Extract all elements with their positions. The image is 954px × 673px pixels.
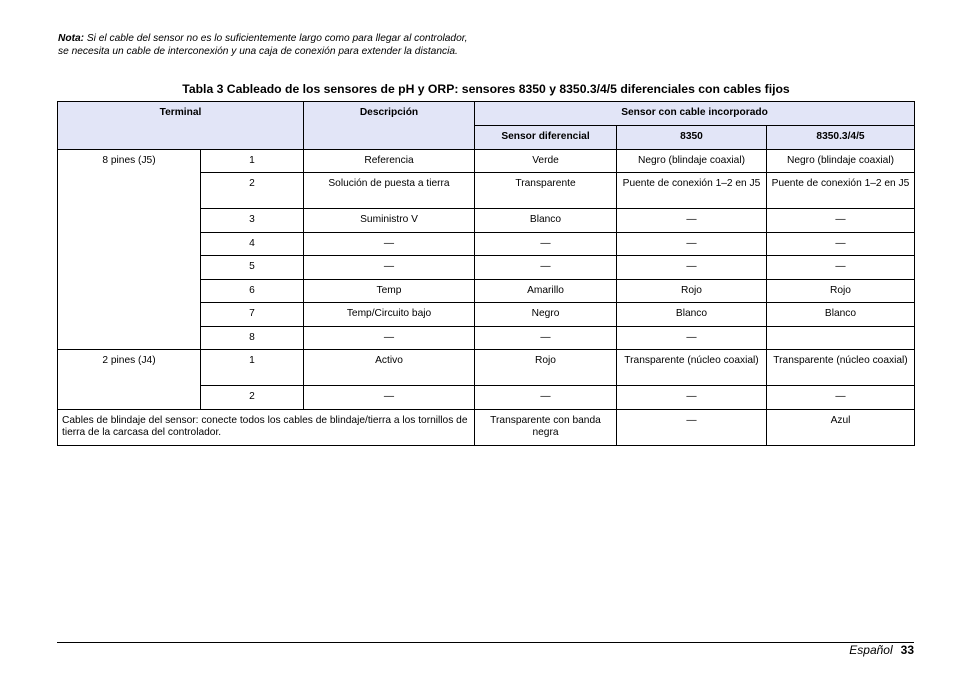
8350-345-cell: — [767, 256, 915, 280]
diferencial-cell: Blanco [475, 209, 617, 233]
footer-divider [57, 642, 914, 643]
diferencial-cell: Transparente con banda negra [475, 409, 617, 445]
pin-cell: 4 [201, 232, 304, 256]
group-label-j5: 8 pines (J5) [58, 149, 201, 350]
8350-cell: Blanco [617, 303, 767, 327]
8350-345-cell: Blanco [767, 303, 915, 327]
diferencial-cell: Amarillo [475, 279, 617, 303]
8350-cell: Puente de conexión 1–2 en J5 [617, 173, 767, 209]
diferencial-cell: — [475, 386, 617, 410]
pin-cell: 3 [201, 209, 304, 233]
diferencial-cell: Verde [475, 149, 617, 173]
diferencial-cell: — [475, 256, 617, 280]
group-label-j4: 2 pines (J4) [58, 350, 201, 410]
note-label: Nota: [58, 33, 85, 44]
desc-cell: Suministro V [304, 209, 475, 233]
8350-345-cell: Azul [767, 409, 915, 445]
8350-345-cell: — [767, 232, 915, 256]
footer-language: Español [849, 643, 893, 657]
diferencial-cell: — [475, 232, 617, 256]
desc-cell: Activo [304, 350, 475, 386]
header-sensor-group: Sensor con cable incorporado [475, 102, 915, 126]
table-row [58, 409, 915, 445]
8350-345-cell: — [767, 386, 915, 410]
8350-cell: — [617, 326, 767, 350]
8350-cell: Transparente (núcleo coaxial) [617, 350, 767, 386]
diferencial-cell: — [475, 326, 617, 350]
8350-cell: — [617, 232, 767, 256]
desc-cell: — [304, 326, 475, 350]
desc-cell: — [304, 256, 475, 280]
desc-cell: — [304, 232, 475, 256]
8350-cell: — [617, 256, 767, 280]
pin-cell: 8 [201, 326, 304, 350]
desc-cell: Temp/Circuito bajo [304, 303, 475, 327]
header-descripcion: Descripción [304, 102, 475, 150]
pin-cell: 2 [201, 173, 304, 209]
8350-345-cell: Negro (blindaje coaxial) [767, 149, 915, 173]
8350-345-cell: Puente de conexión 1–2 en J5 [767, 173, 915, 209]
pin-cell: 6 [201, 279, 304, 303]
page-number: 33 [900, 643, 914, 657]
desc-cell: — [304, 386, 475, 410]
pin-cell: 2 [201, 386, 304, 410]
header-8350: 8350 [617, 126, 767, 150]
header-terminal: Terminal [58, 102, 304, 150]
pin-cell: 5 [201, 256, 304, 280]
header-sensor-diferencial: Sensor diferencial [475, 126, 617, 150]
pin-cell: 7 [201, 303, 304, 327]
table-row [58, 350, 915, 386]
desc-cell: Referencia [304, 149, 475, 173]
table-body [58, 149, 915, 445]
8350-cell: — [617, 409, 767, 445]
note [58, 32, 468, 58]
page-footer [849, 643, 914, 657]
8350-cell: Negro (blindaje coaxial) [617, 149, 767, 173]
8350-345-cell: Transparente (núcleo coaxial) [767, 350, 915, 386]
8350-345-cell [767, 326, 915, 350]
note-text: Si el cable del sensor no es lo suficientemente largo como para llegar al controlador, se necesita un cable de interconexión y una caja de conexión para extender la distancia. [58, 33, 468, 58]
table-caption: Tabla 3 Cableado de los sensores de pH y ORP: sensores 8350 y 8350.3/4/5 diferenciales con cables fijos [182, 82, 790, 96]
wiring-table [57, 101, 915, 446]
shield-desc-cell: Cables de blindaje del sensor: conecte todos los cables de blindaje/tierra a los tornillos de tierra de la carcasa del controlador. [58, 409, 475, 445]
diferencial-cell: Transparente [475, 173, 617, 209]
8350-345-cell: — [767, 209, 915, 233]
8350-cell: Rojo [617, 279, 767, 303]
8350-cell: — [617, 386, 767, 410]
diferencial-cell: Rojo [475, 350, 617, 386]
header-8350-345: 8350.3/4/5 [767, 126, 915, 150]
8350-cell: — [617, 209, 767, 233]
desc-cell: Solución de puesta a tierra [304, 173, 475, 209]
pin-cell: 1 [201, 350, 304, 386]
pin-cell: 1 [201, 149, 304, 173]
diferencial-cell: Negro [475, 303, 617, 327]
8350-345-cell: Rojo [767, 279, 915, 303]
desc-cell: Temp [304, 279, 475, 303]
table-row [58, 149, 915, 173]
